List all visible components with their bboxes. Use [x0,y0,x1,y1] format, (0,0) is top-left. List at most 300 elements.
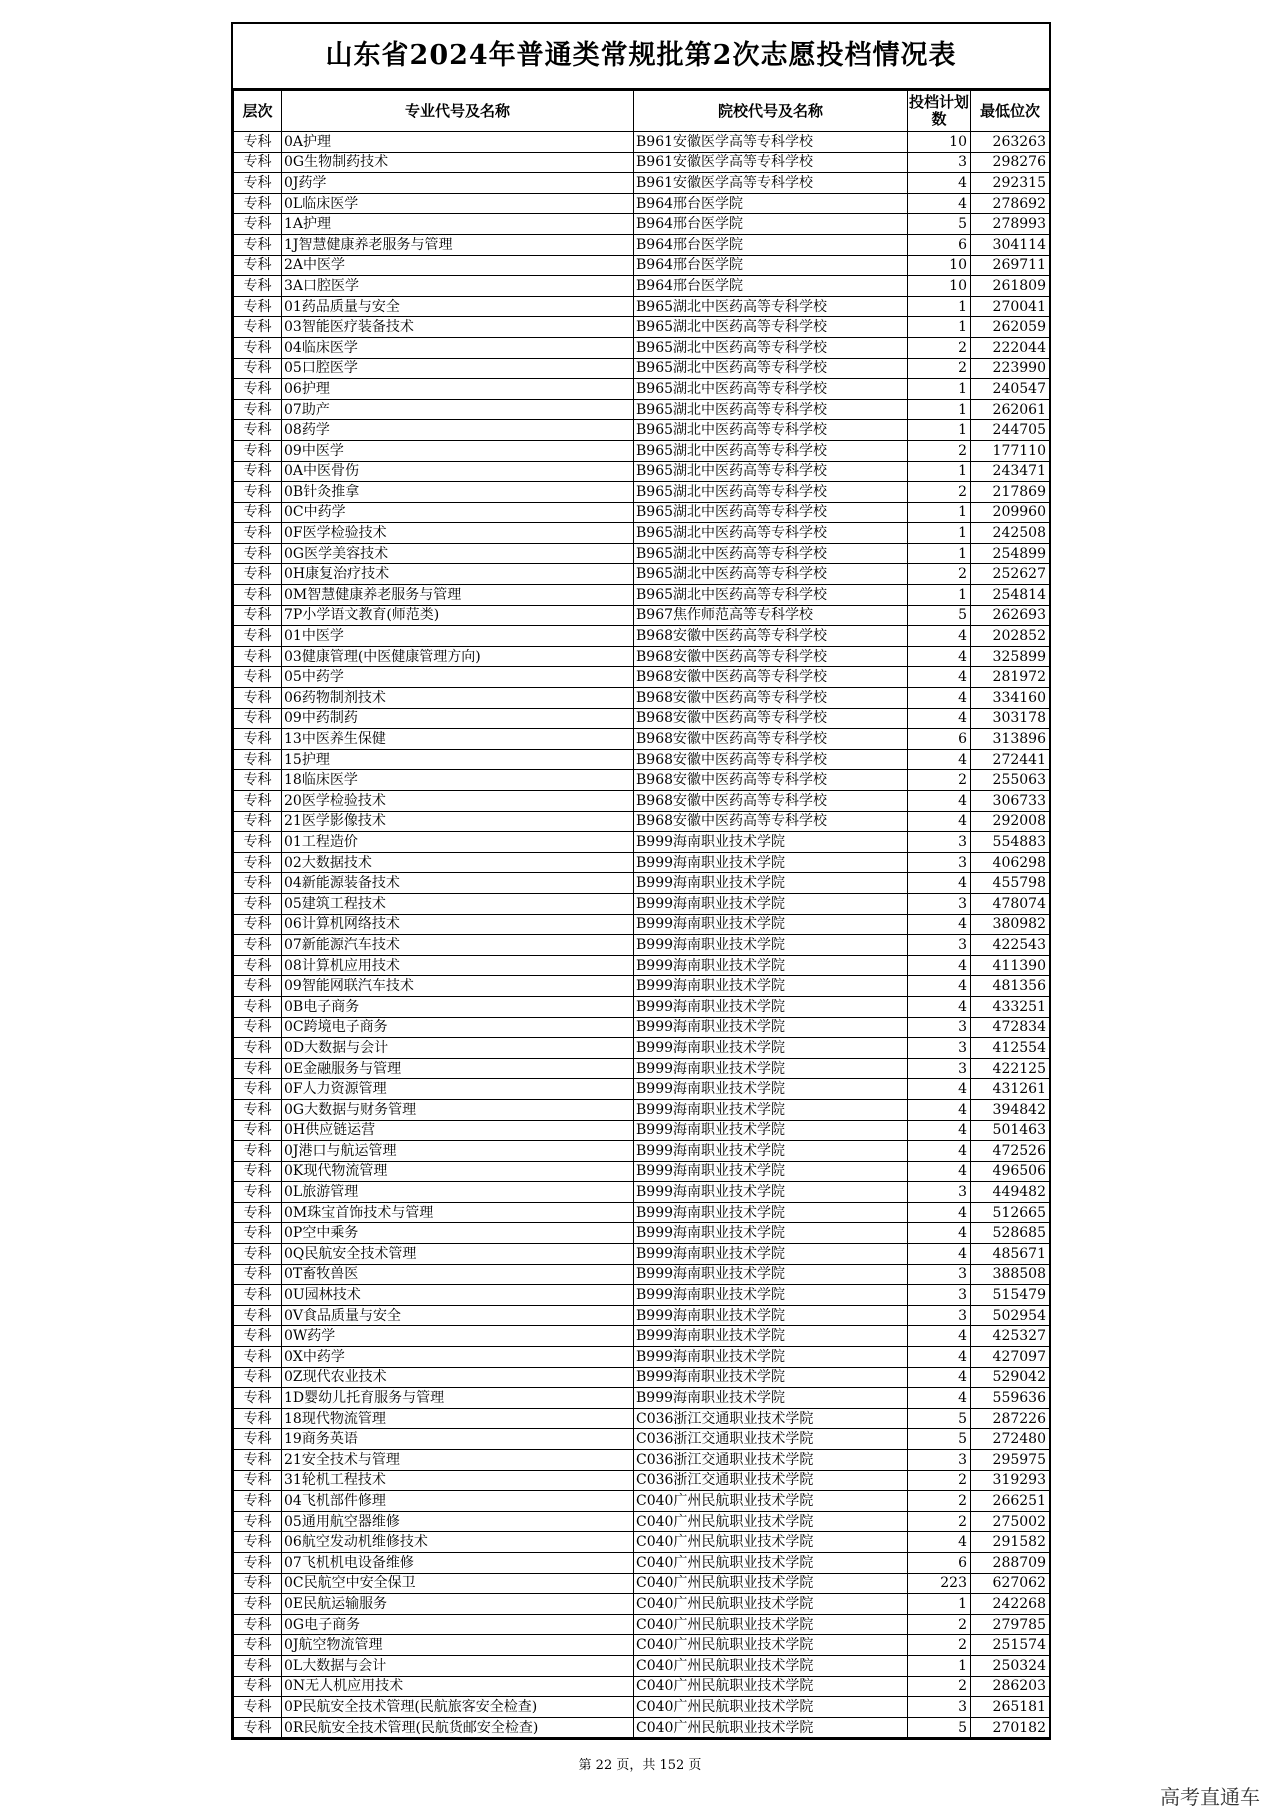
cell-plan: 6 [908,234,971,255]
cell-min-rank: 425327 [971,1326,1050,1347]
cell-level: 专科 [234,708,282,729]
cell-min-rank: 177110 [971,440,1050,461]
cell-plan: 6 [908,1552,971,1573]
table-row [234,791,1050,812]
cell-school: C040广州民航职业技术学院 [634,1655,908,1676]
cell-plan: 2 [908,337,971,358]
cell-major: 0F医学检验技术 [282,523,634,544]
cell-school: B965湖北中医药高等专科学校 [634,564,908,585]
cell-school: B999海南职业技术学院 [634,976,908,997]
cell-school: C040广州民航职业技术学院 [634,1532,908,1553]
cell-min-rank: 279785 [971,1614,1050,1635]
cell-major: 01工程造价 [282,832,634,853]
cell-plan: 2 [908,440,971,461]
cell-major: 0R民航安全技术管理(民航货邮安全检查) [282,1717,634,1738]
cell-school: C040广州民航职业技术学院 [634,1552,908,1573]
table-row [234,543,1050,564]
cell-major: 0L临床医学 [282,193,634,214]
table-row [234,1285,1050,1306]
cell-min-rank: 554883 [971,832,1050,853]
table-row [234,852,1050,873]
cell-min-rank: 244705 [971,420,1050,441]
cell-major: 20医学检验技术 [282,791,634,812]
cell-level: 专科 [234,193,282,214]
table-row [234,399,1050,420]
cell-plan: 3 [908,893,971,914]
cell-level: 专科 [234,893,282,914]
cell-level: 专科 [234,1017,282,1038]
table-row [234,276,1050,297]
cell-min-rank: 266251 [971,1491,1050,1512]
table-row [234,873,1050,894]
cell-level: 专科 [234,1141,282,1162]
cell-level: 专科 [234,667,282,688]
cell-level: 专科 [234,1264,282,1285]
table-row [234,234,1050,255]
cell-min-rank: 202852 [971,626,1050,647]
cell-school: B999海南职业技术学院 [634,955,908,976]
cell-plan: 4 [908,873,971,894]
cell-plan: 3 [908,1038,971,1059]
cell-level: 专科 [234,1244,282,1265]
cell-plan: 1 [908,543,971,564]
cell-min-rank: 292315 [971,173,1050,194]
cell-level: 专科 [234,1697,282,1718]
cell-min-rank: 272480 [971,1429,1050,1450]
cell-level: 专科 [234,1470,282,1491]
cell-min-rank: 286203 [971,1676,1050,1697]
cell-major: 31轮机工程技术 [282,1470,634,1491]
cell-min-rank: 559636 [971,1388,1050,1409]
cell-major: 3A口腔医学 [282,276,634,297]
cell-major: 19商务英语 [282,1429,634,1450]
cell-school: B999海南职业技术学院 [634,1202,908,1223]
cell-plan: 4 [908,1161,971,1182]
table-row [234,1573,1050,1594]
cell-major: 05口腔医学 [282,358,634,379]
cell-plan: 4 [908,193,971,214]
cell-major: 0G电子商务 [282,1614,634,1635]
cell-major: 21安全技术与管理 [282,1450,634,1471]
table-row [234,214,1050,235]
admission-table-sheet [231,22,1051,1740]
cell-plan: 1 [908,1655,971,1676]
cell-plan: 4 [908,1388,971,1409]
cell-major: 09中药制药 [282,708,634,729]
cell-major: 0N无人机应用技术 [282,1676,634,1697]
cell-school: B999海南职业技术学院 [634,873,908,894]
cell-level: 专科 [234,564,282,585]
cell-major: 0G大数据与财务管理 [282,1099,634,1120]
table-row [234,935,1050,956]
cell-major: 0C中药学 [282,502,634,523]
cell-school: B965湖北中医药高等专科学校 [634,585,908,606]
cell-plan: 2 [908,482,971,503]
cell-plan: 4 [908,708,971,729]
cell-level: 专科 [234,317,282,338]
table-row [234,1676,1050,1697]
cell-plan: 4 [908,667,971,688]
cell-school: B999海南职业技术学院 [634,1347,908,1368]
cell-school: C040广州民航职业技术学院 [634,1697,908,1718]
cell-major: 2A中医学 [282,255,634,276]
cell-plan: 4 [908,811,971,832]
cell-major: 02大数据技术 [282,852,634,873]
table-row [234,1182,1050,1203]
cell-major: 1A护理 [282,214,634,235]
cell-min-rank: 431261 [971,1079,1050,1100]
cell-level: 专科 [234,1347,282,1368]
cell-school: B965湖北中医药高等专科学校 [634,523,908,544]
cell-level: 专科 [234,214,282,235]
table-row [234,1717,1050,1738]
cell-plan: 2 [908,1470,971,1491]
cell-min-rank: 627062 [971,1573,1050,1594]
table-row [234,1697,1050,1718]
cell-level: 专科 [234,1573,282,1594]
cell-plan: 5 [908,214,971,235]
cell-plan: 4 [908,791,971,812]
cell-level: 专科 [234,523,282,544]
cell-major: 0T畜牧兽医 [282,1264,634,1285]
cell-major: 7P小学语文教育(师范类) [282,605,634,626]
cell-plan: 4 [908,1244,971,1265]
cell-level: 专科 [234,749,282,770]
table-row [234,1079,1050,1100]
cell-school: B965湖北中医药高等专科学校 [634,543,908,564]
cell-level: 专科 [234,1491,282,1512]
cell-min-rank: 262059 [971,317,1050,338]
cell-major: 0U园林技术 [282,1285,634,1306]
table-row [234,1429,1050,1450]
table-row [234,1120,1050,1141]
watermark: 高考直通车 [1160,1785,1260,1809]
table-row [234,1264,1050,1285]
cell-school: B965湖北中医药高等专科学校 [634,399,908,420]
table-row [234,1305,1050,1326]
cell-plan: 5 [908,1429,971,1450]
table-row [234,749,1050,770]
table-row [234,1408,1050,1429]
cell-school: B968安徽中医药高等专科学校 [634,749,908,770]
cell-school: C036浙江交通职业技术学院 [634,1470,908,1491]
cell-major: 05通用航空器维修 [282,1511,634,1532]
cell-school: C040广州民航职业技术学院 [634,1635,908,1656]
table-row [234,605,1050,626]
cell-min-rank: 223990 [971,358,1050,379]
cell-level: 专科 [234,1305,282,1326]
cell-major: 06计算机网络技术 [282,914,634,935]
cell-major: 0B针灸推拿 [282,482,634,503]
cell-level: 专科 [234,1408,282,1429]
cell-plan: 4 [908,1367,971,1388]
cell-school: B999海南职业技术学院 [634,1223,908,1244]
cell-level: 专科 [234,605,282,626]
cell-min-rank: 455798 [971,873,1050,894]
cell-major: 07助产 [282,399,634,420]
cell-plan: 3 [908,152,971,173]
cell-min-rank: 394842 [971,1099,1050,1120]
cell-level: 专科 [234,132,282,153]
cell-level: 专科 [234,914,282,935]
cell-min-rank: 255063 [971,770,1050,791]
cell-major: 05建筑工程技术 [282,893,634,914]
cell-plan: 3 [908,832,971,853]
cell-level: 专科 [234,996,282,1017]
table-row [234,358,1050,379]
cell-plan: 4 [908,688,971,709]
cell-major: 0L大数据与会计 [282,1655,634,1676]
cell-level: 专科 [234,399,282,420]
cell-level: 专科 [234,1326,282,1347]
cell-level: 专科 [234,770,282,791]
table-row [234,1511,1050,1532]
cell-school: B961安徽医学高等专科学校 [634,132,908,153]
cell-min-rank: 269711 [971,255,1050,276]
cell-min-rank: 380982 [971,914,1050,935]
cell-school: B999海南职业技术学院 [634,1099,908,1120]
table-row [234,1161,1050,1182]
cell-plan: 4 [908,646,971,667]
cell-plan: 2 [908,1511,971,1532]
cell-school: B999海南职业技术学院 [634,1326,908,1347]
table-row [234,132,1050,153]
cell-plan: 223 [908,1573,971,1594]
cell-major: 05中药学 [282,667,634,688]
cell-school: B964邢台医学院 [634,234,908,255]
table-row [234,564,1050,585]
cell-school: B965湖北中医药高等专科学校 [634,337,908,358]
cell-school: B999海南职业技术学院 [634,1141,908,1162]
admission-table [233,90,1050,1738]
header-major: 专业代号及名称 [282,91,634,132]
cell-min-rank: 261809 [971,276,1050,297]
cell-school: B968安徽中医药高等专科学校 [634,667,908,688]
cell-major: 0M智慧健康养老服务与管理 [282,585,634,606]
cell-min-rank: 313896 [971,729,1050,750]
table-row [234,1244,1050,1265]
cell-plan: 10 [908,276,971,297]
cell-major: 04新能源装备技术 [282,873,634,894]
cell-plan: 1 [908,461,971,482]
cell-school: B965湖北中医药高等专科学校 [634,358,908,379]
table-row [234,1655,1050,1676]
cell-level: 专科 [234,502,282,523]
cell-school: B968安徽中医药高等专科学校 [634,811,908,832]
cell-min-rank: 304114 [971,234,1050,255]
cell-plan: 1 [908,399,971,420]
table-row [234,1388,1050,1409]
cell-school: C036浙江交通职业技术学院 [634,1408,908,1429]
cell-level: 专科 [234,1614,282,1635]
cell-major: 0C跨境电子商务 [282,1017,634,1038]
cell-level: 专科 [234,1532,282,1553]
cell-level: 专科 [234,1717,282,1738]
cell-major: 08药学 [282,420,634,441]
table-row [234,626,1050,647]
cell-school: C040广州民航职业技术学院 [634,1717,908,1738]
cell-school: B965湖北中医药高等专科学校 [634,502,908,523]
header-plan: 投档计划数 [908,91,971,132]
cell-school: C040广州民航职业技术学院 [634,1676,908,1697]
table-row [234,585,1050,606]
cell-plan: 1 [908,502,971,523]
table-row [234,420,1050,441]
cell-major: 0H康复治疗技术 [282,564,634,585]
cell-min-rank: 278993 [971,214,1050,235]
cell-major: 0L旅游管理 [282,1182,634,1203]
cell-min-rank: 306733 [971,791,1050,812]
cell-major: 03健康管理(中医健康管理方向) [282,646,634,667]
cell-school: B964邢台医学院 [634,255,908,276]
cell-min-rank: 388508 [971,1264,1050,1285]
cell-plan: 3 [908,1182,971,1203]
cell-min-rank: 515479 [971,1285,1050,1306]
cell-min-rank: 325899 [971,646,1050,667]
cell-school: B999海南职业技术学院 [634,935,908,956]
cell-level: 专科 [234,1388,282,1409]
cell-plan: 10 [908,255,971,276]
cell-school: C036浙江交通职业技术学院 [634,1450,908,1471]
table-row [234,1017,1050,1038]
cell-level: 专科 [234,1511,282,1532]
cell-plan: 3 [908,1697,971,1718]
table-row [234,152,1050,173]
cell-plan: 2 [908,770,971,791]
cell-major: 08计算机应用技术 [282,955,634,976]
cell-level: 专科 [234,234,282,255]
cell-min-rank: 287226 [971,1408,1050,1429]
cell-major: 0H供应链运营 [282,1120,634,1141]
cell-plan: 1 [908,317,971,338]
cell-school: B999海南职业技术学院 [634,1367,908,1388]
cell-school: B968安徽中医药高等专科学校 [634,688,908,709]
table-row [234,193,1050,214]
cell-plan: 1 [908,379,971,400]
table-row [234,1491,1050,1512]
table-row [234,1367,1050,1388]
cell-school: C040广州民航职业技术学院 [634,1573,908,1594]
cell-plan: 4 [908,1326,971,1347]
cell-major: 13中医养生保健 [282,729,634,750]
cell-min-rank: 478074 [971,893,1050,914]
cell-plan: 2 [908,1635,971,1656]
cell-school: B964邢台医学院 [634,193,908,214]
cell-major: 0B电子商务 [282,996,634,1017]
cell-school: B999海南职业技术学院 [634,1264,908,1285]
table-row [234,1223,1050,1244]
cell-major: 07新能源汽车技术 [282,935,634,956]
cell-major: 0F人力资源管理 [282,1079,634,1100]
cell-major: 06航空发动机维修技术 [282,1532,634,1553]
cell-min-rank: 291582 [971,1532,1050,1553]
cell-plan: 1 [908,296,971,317]
cell-level: 专科 [234,440,282,461]
table-row [234,317,1050,338]
cell-major: 0W药学 [282,1326,634,1347]
cell-school: B961安徽医学高等专科学校 [634,152,908,173]
cell-school: B968安徽中医药高等专科学校 [634,770,908,791]
table-row [234,1450,1050,1471]
cell-major: 0G医学美容技术 [282,543,634,564]
cell-major: 06护理 [282,379,634,400]
cell-plan: 3 [908,1264,971,1285]
cell-major: 0Q民航安全技术管理 [282,1244,634,1265]
cell-plan: 4 [908,1202,971,1223]
cell-plan: 4 [908,1099,971,1120]
cell-major: 0E金融服务与管理 [282,1058,634,1079]
cell-major: 0X中药学 [282,1347,634,1368]
cell-major: 18现代物流管理 [282,1408,634,1429]
cell-min-rank: 496506 [971,1161,1050,1182]
cell-min-rank: 240547 [971,379,1050,400]
cell-plan: 2 [908,1676,971,1697]
cell-min-rank: 411390 [971,955,1050,976]
cell-school: B999海南职业技术学院 [634,832,908,853]
table-row [234,914,1050,935]
cell-school: B999海南职业技术学院 [634,996,908,1017]
cell-school: C040广州民航职业技术学院 [634,1594,908,1615]
cell-min-rank: 263263 [971,132,1050,153]
table-row [234,646,1050,667]
table-header-row [234,91,1050,132]
cell-major: 0C民航空中安全保卫 [282,1573,634,1594]
cell-school: B999海南职业技术学院 [634,1388,908,1409]
cell-major: 18临床医学 [282,770,634,791]
cell-major: 01中医学 [282,626,634,647]
table-row [234,955,1050,976]
cell-min-rank: 502954 [971,1305,1050,1326]
cell-level: 专科 [234,1223,282,1244]
table-row [234,461,1050,482]
cell-level: 专科 [234,1655,282,1676]
cell-level: 专科 [234,1429,282,1450]
cell-plan: 4 [908,1532,971,1553]
cell-school: B999海南职业技术学院 [634,914,908,935]
cell-plan: 4 [908,1141,971,1162]
table-row [234,667,1050,688]
cell-plan: 1 [908,585,971,606]
cell-school: B965湖北中医药高等专科学校 [634,296,908,317]
table-row [234,337,1050,358]
cell-min-rank: 270041 [971,296,1050,317]
cell-school: B964邢台医学院 [634,214,908,235]
table-row [234,893,1050,914]
table-row [234,1326,1050,1347]
cell-level: 专科 [234,420,282,441]
cell-min-rank: 262061 [971,399,1050,420]
cell-plan: 4 [908,976,971,997]
cell-level: 专科 [234,1161,282,1182]
cell-min-rank: 254814 [971,585,1050,606]
cell-school: C040广州民航职业技术学院 [634,1614,908,1635]
cell-school: B968安徽中医药高等专科学校 [634,708,908,729]
cell-major: 09中医学 [282,440,634,461]
cell-plan: 4 [908,914,971,935]
cell-min-rank: 270182 [971,1717,1050,1738]
cell-level: 专科 [234,955,282,976]
cell-school: B999海南职业技术学院 [634,1017,908,1038]
cell-min-rank: 528685 [971,1223,1050,1244]
cell-major: 03智能医疗装备技术 [282,317,634,338]
cell-plan: 3 [908,1450,971,1471]
cell-plan: 5 [908,1717,971,1738]
cell-plan: 2 [908,1491,971,1512]
cell-level: 专科 [234,626,282,647]
cell-plan: 3 [908,1017,971,1038]
header-min-rank: 最低位次 [971,91,1050,132]
cell-school: B965湖北中医药高等专科学校 [634,440,908,461]
